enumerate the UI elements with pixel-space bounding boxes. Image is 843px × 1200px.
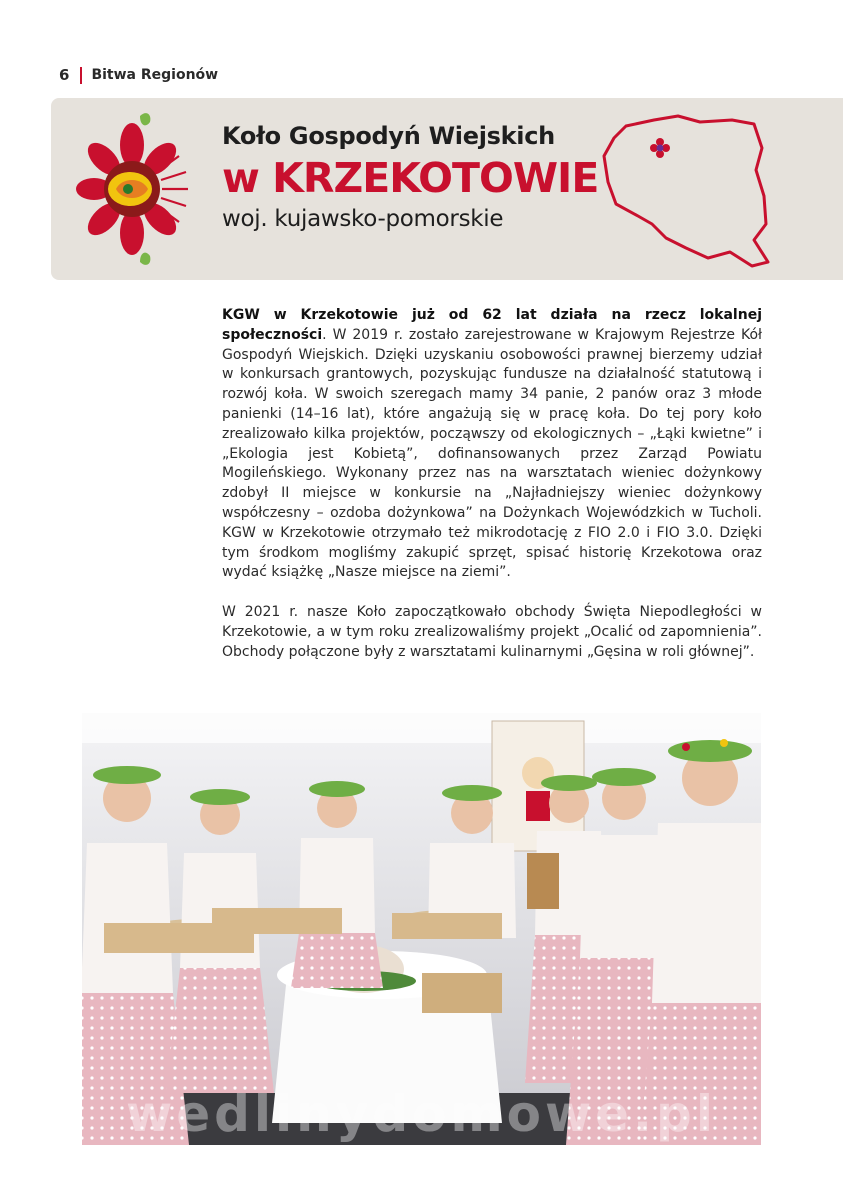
section-title: Bitwa Regionów [91,67,219,83]
article-body [222,306,762,662]
folk-flower-icon [76,108,191,270]
title-region: woj. kujawsko-pomorskie [222,206,504,232]
photo-illustration [82,713,761,1145]
page-number: 6 [59,66,70,84]
lead-sentence: KGW w Krzekotowie już od 62 lat działa na rzecz lokalnej społeczności [222,307,762,343]
title-block [222,122,598,232]
paragraph-2: W 2021 r. nasze Koło zapoczątkowało obchody Święta Niepodległości w Krzekotowie, a w tym roku zrealizowaliśmy projekt „Ocalić od zapomnienia”. Obchody połączone były z warsztatami kulinarnymi „Gęsina w roli głównej”. [222,603,762,660]
paragraph-1-text: W 2019 r. zostało zarejestrowane w Krajowym Rejestrze Kół Gospodyń Wiejskich. Dzięki uzyskaniu osobowości prawnej bierzemy udział w konkursach grantowych, pozyskując fundusze na działalność statutową i rozwój koła. W swoich szeregach mamy 34 panie, 2 panów oraz 3 młode panienki (14–16 lat), które angażują się w pracę koła. Do tej pory koło zrealizowało kilka projektów, począwszy od ekologicznych – „Łąki kwietne” i „Ekologia jest Kobietą”, dofinansowanych przez Zarząd Powiatu Mogileńskiego. Wykonany przez nas na warsztatach wieniec dożynkowy zdobył II miejsce w konkursie na „Najładniejszy wieniec dożynkowy współczesny – ozdoba dożynkowa” na Dożynkach Wojewódzkich w Tucholi. KGW w Krzekotowie otrzymało też mikrodotację z FIO 2.0 i FIO 3.0. Dzięki tym środkom mogliśmy zakupić sprzęt, spisać historię Krzekotowa oraz wydać książkę „Nasze miejsce na ziemi”. [222,326,762,581]
title-village: w KRZEKOTOWIE [222,154,599,202]
title-organization: Koło Gospodyń Wiejskich [222,122,555,150]
running-head [59,66,218,84]
header-divider [80,67,82,84]
group-photo [82,713,761,1145]
photo-watermark: wedlinydomowe.pl [126,1085,717,1143]
lead-period: . [322,326,327,343]
poland-map-icon [596,112,772,272]
paragraph-1 [222,306,762,583]
